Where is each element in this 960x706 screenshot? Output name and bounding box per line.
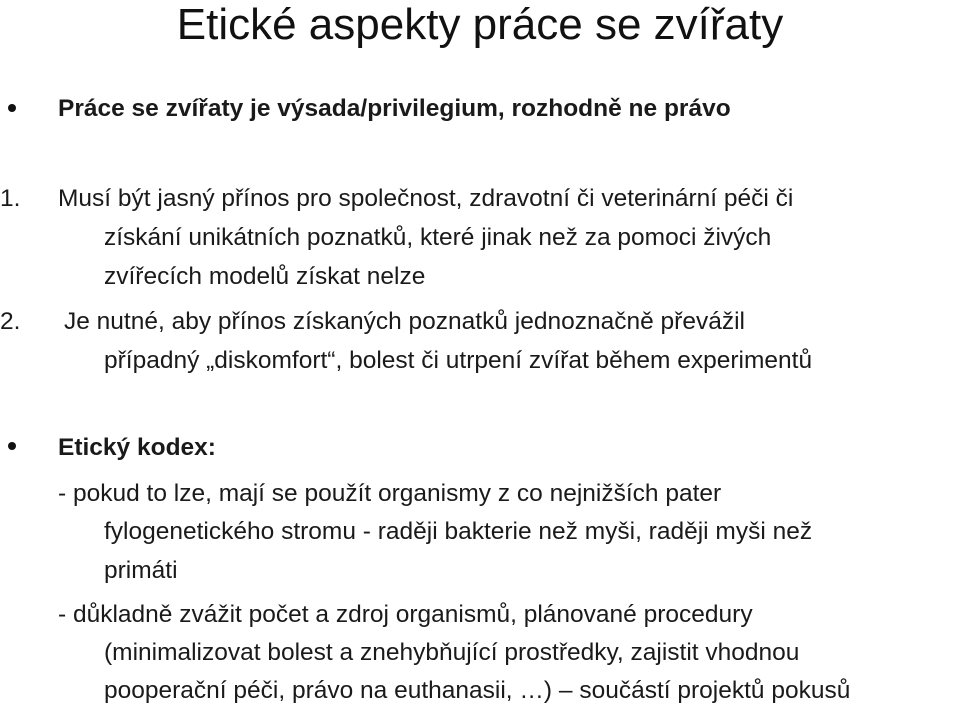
item1-line: zvířecích modelů získat nelze xyxy=(104,263,426,290)
item2-line: případný „diskomfort“, bolest či utrpení zvířat během experimentů xyxy=(104,347,813,374)
bullet-ethical-code: Etický kodex: xyxy=(58,434,216,461)
slide-title: Etické aspekty práce se zvířaty xyxy=(176,0,784,49)
code2-line: (minimalizovat bolest a znehybňující prostředky, zajistit vhodnou xyxy=(104,639,800,666)
code2-line: - důkladně zvážit počet a zdroj organismů, plánované procedury xyxy=(58,601,753,628)
bullet-privilege: Práce se zvířaty je výsada/privilegium, rozhodně ne právo xyxy=(58,95,731,122)
bullet-icon xyxy=(8,104,16,112)
code1-line: primáti xyxy=(104,557,178,584)
code1-line: fylogenetického stromu - raději bakterie než myši, raději myši než xyxy=(104,518,813,545)
item1-line: Musí být jasný přínos pro společnost, zdravotní či veterinární péči či xyxy=(58,185,794,212)
item1-line: získání unikátních poznatků, které jinak než za pomoci živých xyxy=(104,224,772,251)
item-number: 2. xyxy=(0,308,21,335)
code1-line: - pokud to lze, mají se použít organismy z co nejnižších pater xyxy=(58,480,722,507)
item-number: 1. xyxy=(0,185,21,212)
item2-line: Je nutné, aby přínos získaných poznatků jednoznačně převážil xyxy=(64,308,745,335)
bullet-icon xyxy=(8,442,16,450)
code2-line: pooperační péči, právo na euthanasii, …) – součástí projektů pokusů xyxy=(104,677,851,704)
